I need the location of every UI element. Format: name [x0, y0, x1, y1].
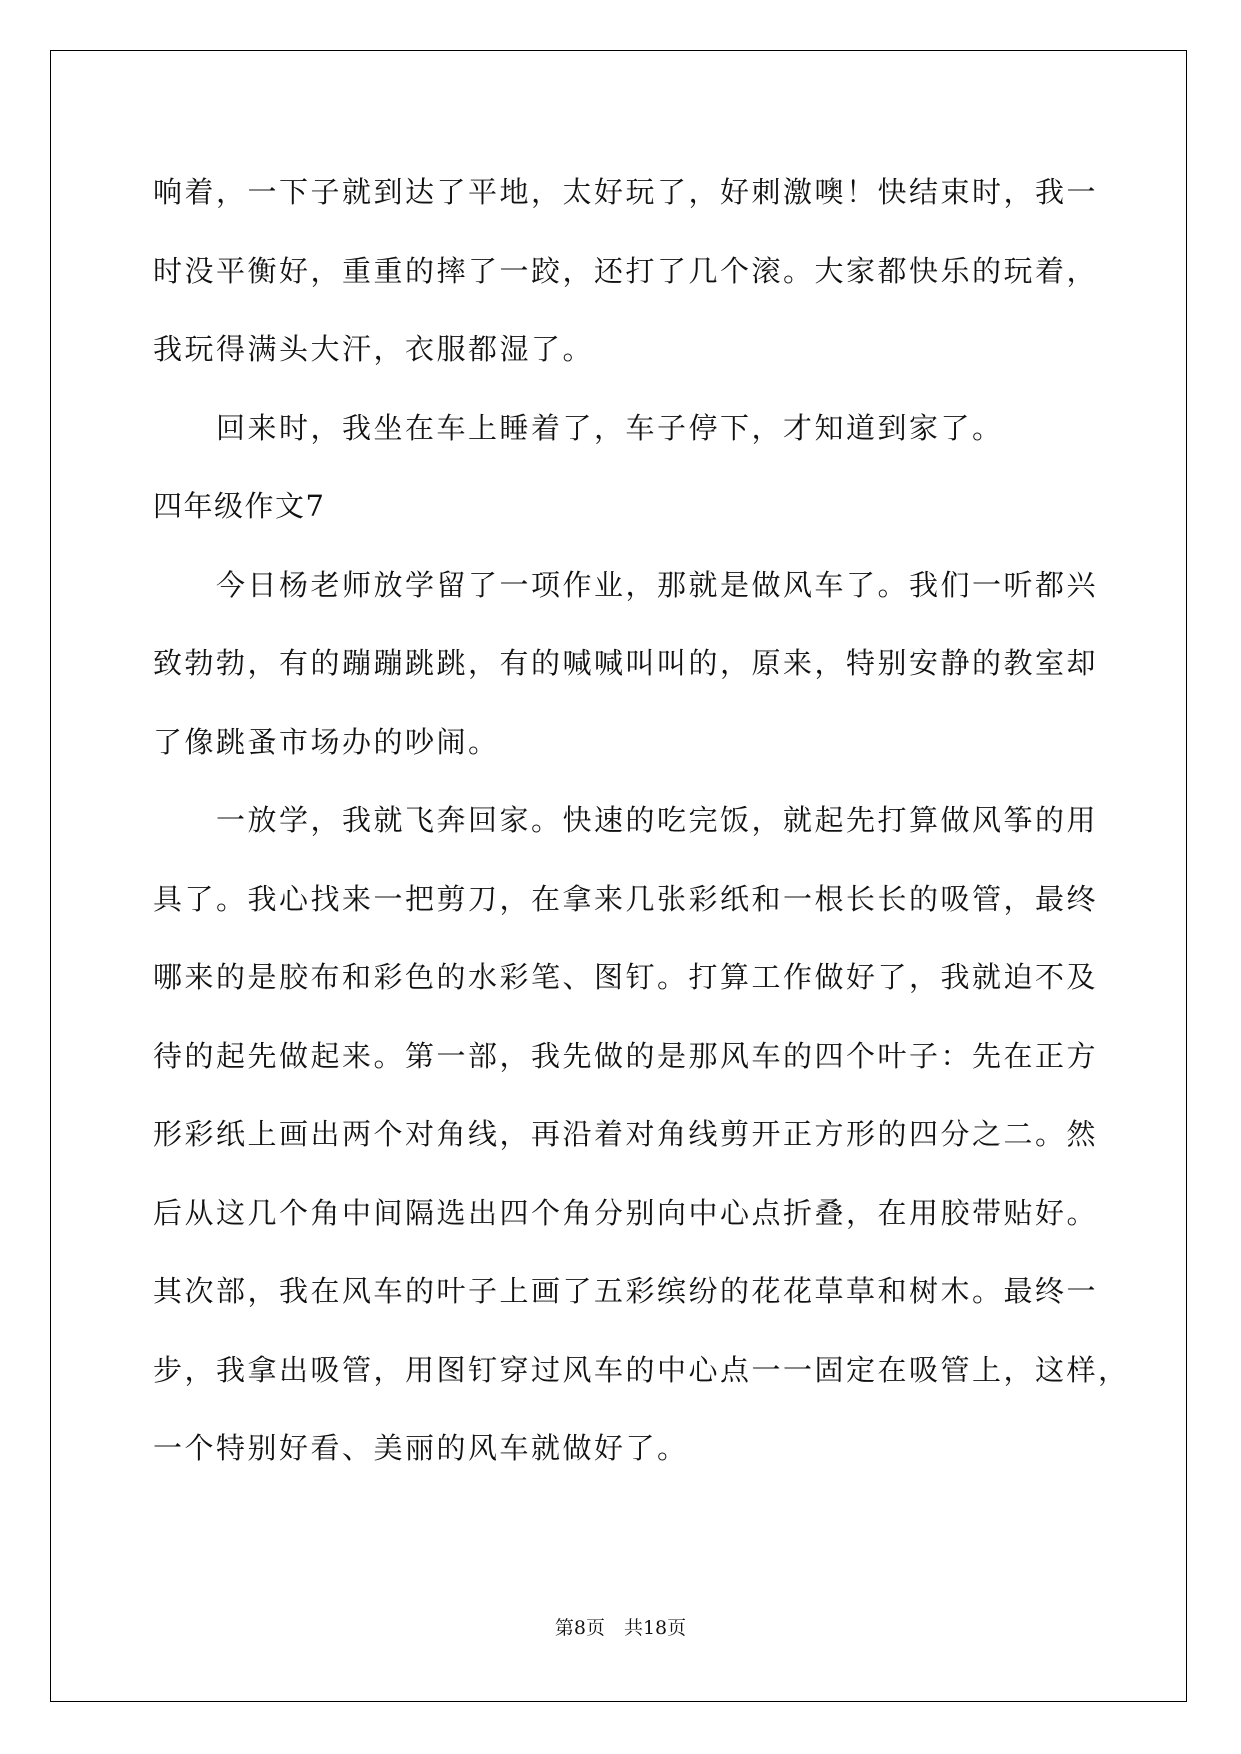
text-line: 响着，一下子就到达了平地，太好玩了，好刺激噢！快结束时，我一 [153, 175, 1099, 209]
text-line: 后从这几个角中间隔选出四个角分别向中心点折叠，在用胶带贴好。 [153, 1195, 1099, 1230]
text-line: 一放学，我就飞奔回家。快速的吃完饭，就起先打算做风筝的用 [153, 803, 1099, 837]
text-line: 了像跳蚤市场办的吵闹。 [153, 724, 500, 759]
text-line: 形彩纸上画出两个对角线，再沿着对角线剪开正方形的四分之二。然 [153, 1117, 1099, 1151]
section-heading: 四年级作文7 [153, 489, 326, 523]
text-line: 步，我拿出吸管，用图钉穿过风车的中心点一一固定在吸管上，这样， [153, 1352, 1130, 1387]
text-line: 今日杨老师放学留了一项作业，那就是做风车了。我们一听都兴 [153, 567, 1099, 602]
text-line: 我玩得满头大汗，衣服都湿了。 [153, 332, 595, 366]
document-body [153, 153, 1130, 1488]
text-line: 具了。我心找来一把剪刀，在拿来几张彩纸和一根长长的吸管，最终 [153, 881, 1099, 916]
text-line: 哪来的是胶布和彩色的水彩笔、图钉。打算工作做好了，我就迫不及 [153, 960, 1099, 994]
text-line: 其次部，我在风车的叶子上画了五彩缤纷的花花草草和树木。最终一 [153, 1274, 1099, 1308]
text-line: 回来时，我坐在车上睡着了，车子停下，才知道到家了。 [153, 410, 1004, 445]
text-line: 待的起先做起来。第一部，我先做的是那风车的四个叶子：先在正方 [153, 1038, 1099, 1073]
text-line: 一个特别好看、美丽的风车就做好了。 [153, 1431, 689, 1465]
text-line: 致勃勃，有的蹦蹦跳跳，有的喊喊叫叫的，原来，特别安静的教室却 [153, 646, 1099, 680]
page-number-footer: 第8页 共18页 [554, 1617, 687, 1639]
text-line: 时没平衡好，重重的摔了一跤，还打了几个滚。大家都快乐的玩着， [153, 253, 1099, 288]
